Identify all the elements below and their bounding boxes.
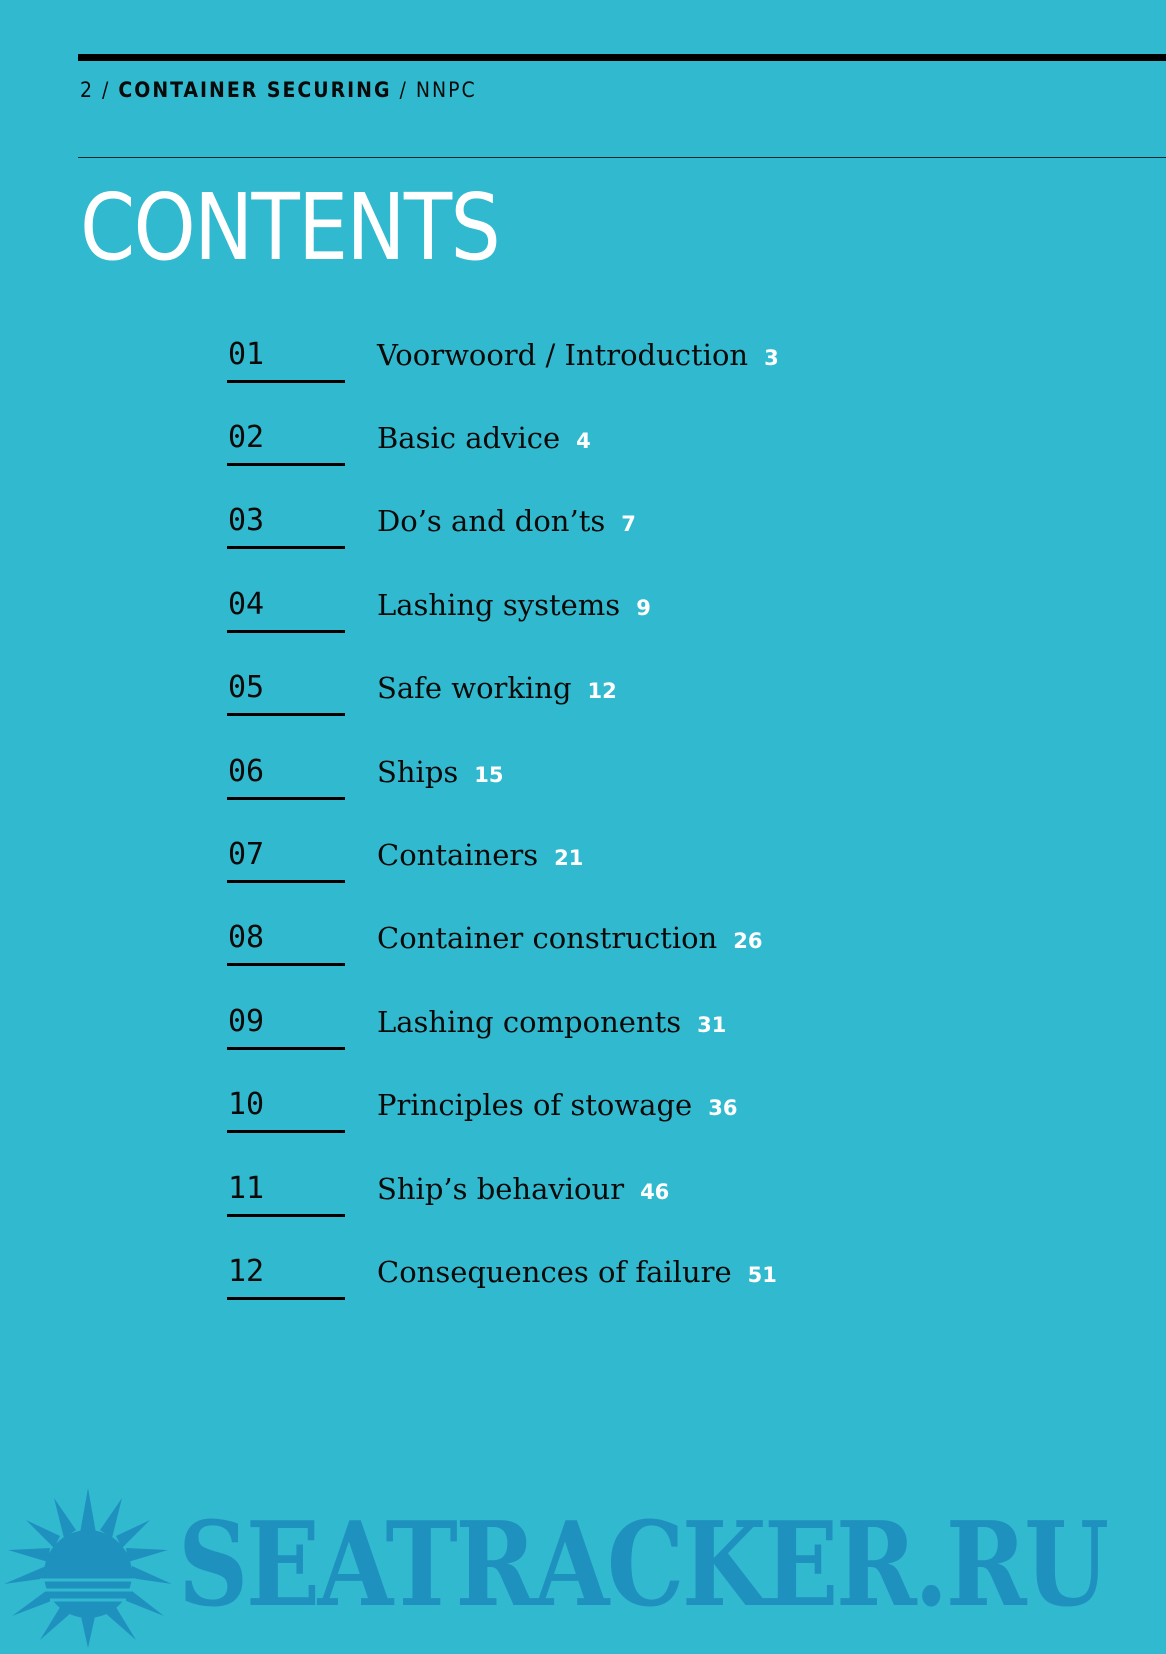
toc-entry[interactable] [227, 587, 927, 647]
toc-entry-underline [227, 1130, 345, 1133]
toc-entry[interactable] [227, 1254, 927, 1314]
toc-entry-page: 46 [640, 1180, 670, 1204]
toc-entry-title: Safe working [377, 671, 572, 705]
toc-entry-page: 15 [474, 763, 504, 787]
header-page-number: 2 [80, 78, 95, 102]
toc-entry-page: 12 [587, 679, 617, 703]
toc-entry[interactable] [227, 670, 927, 730]
toc-entry-underline [227, 963, 345, 966]
toc-entry-page: 31 [697, 1013, 727, 1037]
toc-entry-title: Consequences of failure [377, 1255, 732, 1289]
toc-entry[interactable] [227, 420, 927, 480]
toc-entry-underline [227, 1214, 345, 1217]
toc-entry-title: Basic advice [377, 421, 561, 455]
toc-entry-number: 09 [228, 1004, 265, 1039]
toc-entry-page: 21 [554, 846, 584, 870]
toc-entry[interactable] [227, 1087, 927, 1147]
toc-entry-page: 51 [747, 1263, 777, 1287]
toc-entry[interactable] [227, 754, 927, 814]
toc-entry[interactable] [227, 920, 927, 980]
toc-entry-page: 4 [576, 429, 591, 453]
toc-entry-underline [227, 463, 345, 466]
toc-entry-underline [227, 1297, 345, 1300]
toc-entry-page: 9 [636, 596, 651, 620]
toc-entry-number: 12 [228, 1254, 265, 1289]
header-publisher: NNPC [415, 78, 477, 102]
header-doc-title: CONTAINER SECURING [118, 78, 392, 102]
toc-entry-underline [227, 546, 345, 549]
page-title: CONTENTS [80, 174, 500, 281]
toc-entry-number: 04 [228, 587, 265, 622]
toc-entry-title: Ship’s behaviour [377, 1172, 625, 1206]
toc-entry-title: Container construction [377, 921, 718, 955]
toc-entry-page: 3 [764, 346, 779, 370]
toc-entry[interactable] [227, 1004, 927, 1064]
toc-entry[interactable] [227, 1171, 927, 1231]
toc-entry-title: Voorwoord / Introduction [377, 338, 749, 372]
toc-entry[interactable] [227, 503, 927, 563]
toc-entry-number: 10 [228, 1087, 265, 1122]
watermark-text: SEATRACKER.RU [178, 1497, 1107, 1633]
toc-entry-title: Containers [377, 838, 539, 872]
toc-entry-title: Lashing components [377, 1005, 682, 1039]
header-separator: / [399, 78, 408, 102]
toc-entry-title: Principles of stowage [377, 1088, 693, 1122]
toc-entry-title: Lashing systems [377, 588, 621, 622]
toc-entry-underline [227, 797, 345, 800]
toc-entry-underline [227, 380, 345, 383]
sun-icon [0, 1488, 180, 1648]
toc-entry-underline [227, 1047, 345, 1050]
header-divider [78, 157, 1166, 158]
toc-entry-underline [227, 880, 345, 883]
running-header [80, 78, 477, 102]
top-rule [78, 54, 1166, 61]
toc-entry-number: 05 [228, 670, 265, 705]
toc-entry-number: 02 [228, 420, 265, 455]
toc-entry-number: 06 [228, 754, 265, 789]
toc-entry-number: 11 [228, 1171, 265, 1206]
toc-entry-page: 7 [621, 512, 636, 536]
toc-entry-page: 36 [708, 1096, 738, 1120]
toc-entry-number: 07 [228, 837, 265, 872]
toc-entry-page: 26 [733, 929, 763, 953]
toc-entry-underline [227, 630, 345, 633]
toc-entry-number: 08 [228, 920, 265, 955]
toc-entry-underline [227, 713, 345, 716]
toc-entry-number: 03 [228, 503, 265, 538]
toc-entry-title: Do’s and don’ts [377, 504, 606, 538]
header-separator: / [102, 78, 111, 102]
toc-entry-number: 01 [228, 337, 265, 372]
toc-entry-title: Ships [377, 755, 459, 789]
watermark [0, 1480, 1166, 1654]
toc-entry[interactable] [227, 337, 927, 397]
toc-entry[interactable] [227, 837, 927, 897]
